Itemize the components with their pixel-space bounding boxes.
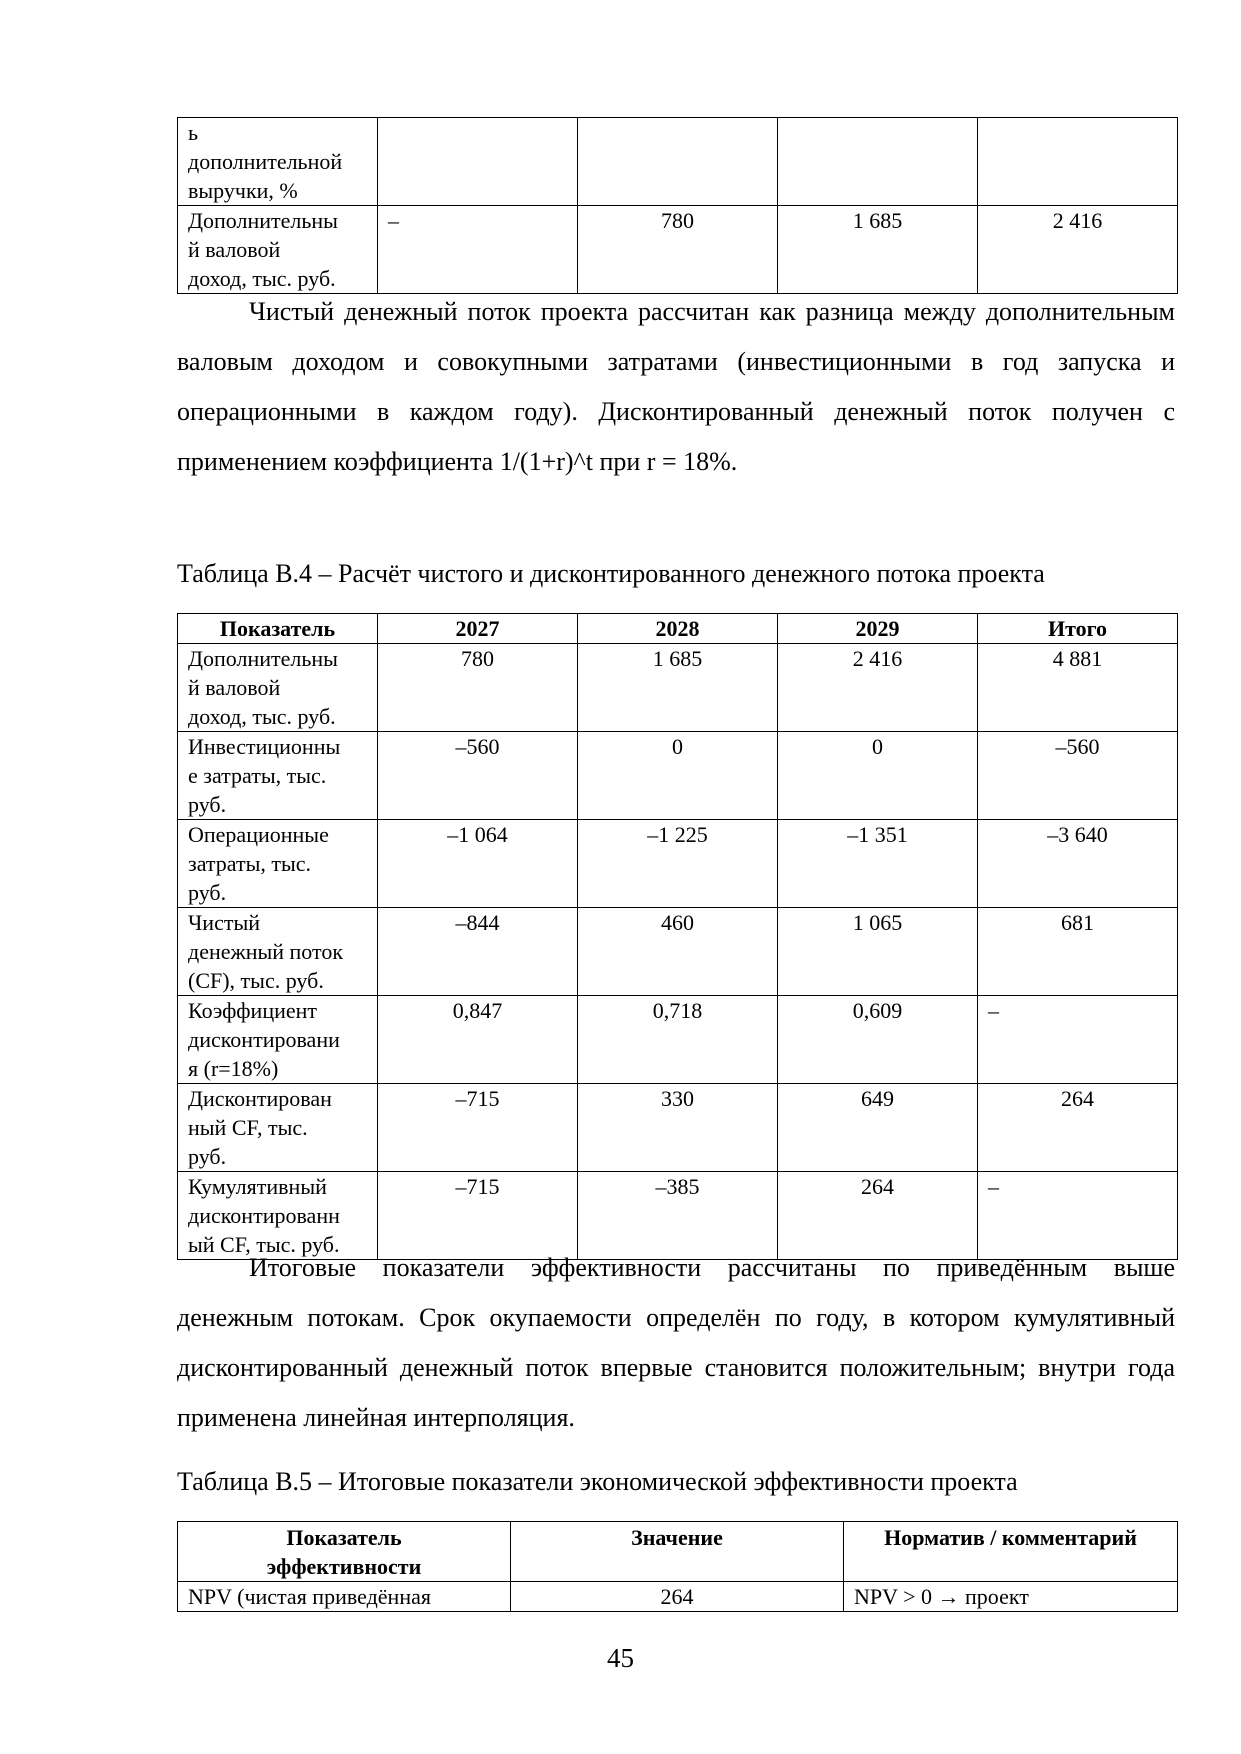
table-row (178, 1084, 1178, 1172)
cashflow-table (177, 613, 1178, 1260)
efficiency-table (177, 1521, 1178, 1612)
column-header: Итого (978, 614, 1178, 644)
table-cell: 330 (578, 1084, 778, 1172)
column-header: Показатель эффективности (178, 1522, 511, 1582)
table-cell (378, 118, 578, 206)
table-cell: ь дополнительной выручки, % (178, 118, 378, 206)
table-cell: 780 (378, 644, 578, 732)
table-cell: 1 685 (778, 206, 978, 294)
table-header-row (178, 1522, 1178, 1582)
column-header: Показатель (178, 614, 378, 644)
table-cell: 0 (578, 732, 778, 820)
table-row (178, 820, 1178, 908)
table-cell: – (978, 1172, 1178, 1260)
page-number: 45 (607, 1643, 634, 1673)
body-paragraph (177, 287, 1175, 487)
table-cell: Кумулятивный дисконтированн ый CF, тыс. руб. (178, 1172, 378, 1260)
table-cell: –560 (978, 732, 1178, 820)
table-cell: Инвестиционны е затраты, тыс. руб. (178, 732, 378, 820)
table-row (178, 732, 1178, 820)
column-header: 2028 (578, 614, 778, 644)
table-cell: –1 351 (778, 820, 978, 908)
table-cell: – (378, 206, 578, 294)
column-header: Норматив / комментарий (844, 1522, 1178, 1582)
table-cell: Чистый денежный поток (CF), тыс. руб. (178, 908, 378, 996)
table-cell: –1 225 (578, 820, 778, 908)
table-cell: –715 (378, 1084, 578, 1172)
table-cell: 1 065 (778, 908, 978, 996)
table-cell: Дисконтирован ный CF, тыс. руб. (178, 1084, 378, 1172)
table-cell (778, 118, 978, 206)
table-cell: –385 (578, 1172, 778, 1260)
table-cell: Операционные затраты, тыс. руб. (178, 820, 378, 908)
table-cell: 0,718 (578, 996, 778, 1084)
paragraph-text: Чистый денежный поток проекта рассчитан как разница между дополнительным валовым доходом и совокупными затратами (инвестиционными в год запуска и операционными в каждом году). Дисконтированный денежный поток получен с применением коэффициента 1/(1+r)^t при r = 18%. (177, 297, 1175, 476)
table-cell: 0,609 (778, 996, 978, 1084)
table-cell (978, 118, 1178, 206)
table-cell (578, 118, 778, 206)
table-cell: NPV > 0 → проект (844, 1582, 1178, 1612)
table-cell: NPV (чистая приведённая (178, 1582, 511, 1612)
table-cell: – (978, 996, 1178, 1084)
table-header-row (178, 614, 1178, 644)
table-cell: Коэффициент дисконтировани я (r=18%) (178, 996, 378, 1084)
body-paragraph (177, 1243, 1175, 1443)
paragraph-text: Итоговые показатели эффективности рассчитаны по приведённым выше денежным потокам. Срок окупаемости определён по году, в котором кумулятивный дисконтированный денежный поток впервые становится положительным; внутри года применена линейная интерполяция. (177, 1253, 1175, 1432)
table-cell: 4 881 (978, 644, 1178, 732)
table-cell: 264 (511, 1582, 844, 1612)
table-cell: Дополнительны й валовой доход, тыс. руб. (178, 206, 378, 294)
table-cell: 649 (778, 1084, 978, 1172)
table-row (178, 118, 1178, 206)
table-row (178, 1582, 1178, 1612)
column-header: Значение (511, 1522, 844, 1582)
table-cell: –560 (378, 732, 578, 820)
table-caption: Таблица В.4 – Расчёт чистого и дисконтированного денежного потока проекта (177, 559, 1045, 588)
continued-table (177, 117, 1178, 294)
table-cell: Дополнительны й валовой доход, тыс. руб. (178, 644, 378, 732)
table-cell: 780 (578, 206, 778, 294)
table-cell: 1 685 (578, 644, 778, 732)
table-row (178, 644, 1178, 732)
table-cell: –1 064 (378, 820, 578, 908)
table-cell: –844 (378, 908, 578, 996)
table-cell: 0,847 (378, 996, 578, 1084)
table-cell: –715 (378, 1172, 578, 1260)
table-cell: 0 (778, 732, 978, 820)
table-cell: 681 (978, 908, 1178, 996)
table-row (178, 908, 1178, 996)
table-cell: 264 (778, 1172, 978, 1260)
table-cell: –3 640 (978, 820, 1178, 908)
table-row (178, 996, 1178, 1084)
column-header: 2027 (378, 614, 578, 644)
table-cell: 264 (978, 1084, 1178, 1172)
table-cell: 460 (578, 908, 778, 996)
column-header: 2029 (778, 614, 978, 644)
table-caption: Таблица В.5 – Итоговые показатели экономической эффективности проекта (177, 1467, 1018, 1496)
table-cell: 2 416 (978, 206, 1178, 294)
table-row (178, 206, 1178, 294)
table-cell: 2 416 (778, 644, 978, 732)
